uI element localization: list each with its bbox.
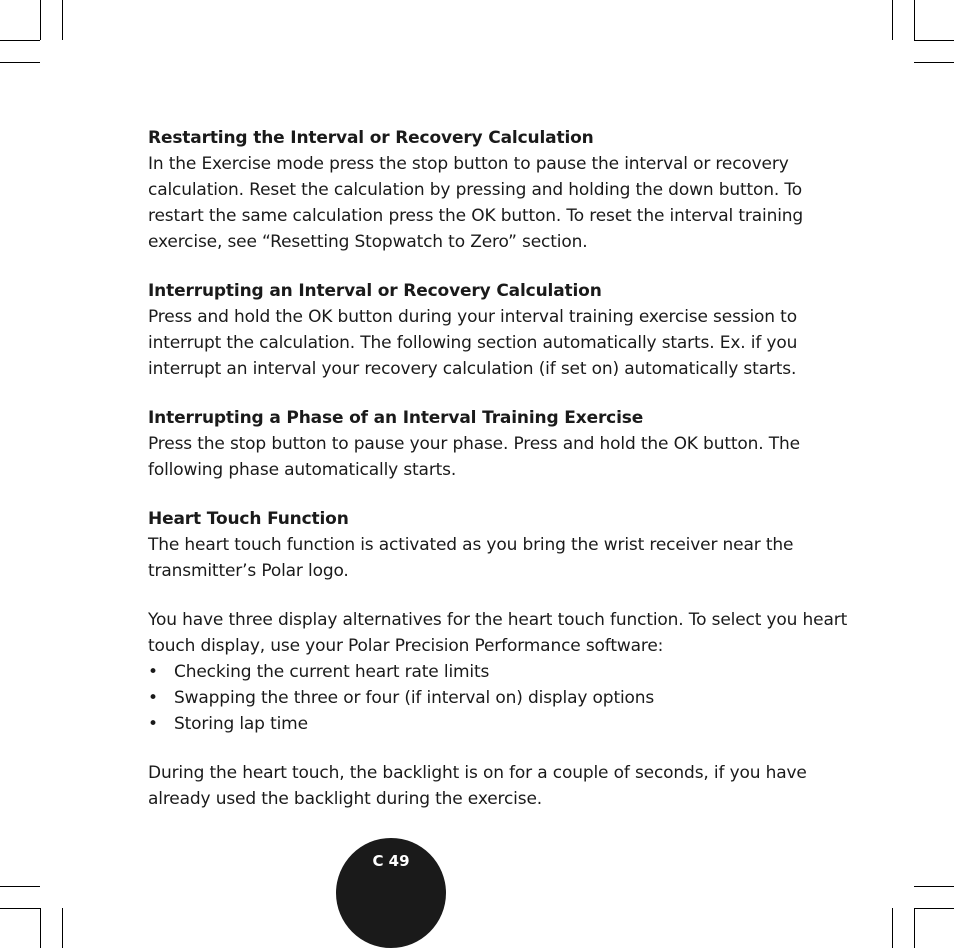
section-body: The heart touch function is activated as you bring the wrist receiver near the transmitter’s Polar logo. <box>148 535 794 581</box>
page-content <box>148 125 848 835</box>
section-interrupting-phase <box>148 405 848 483</box>
crop-mark-bottom-right-vertical <box>892 908 893 948</box>
list-item <box>148 659 848 685</box>
page-number-badge <box>336 838 446 948</box>
crop-mark-bottom-left-horizontal <box>0 886 40 887</box>
crop-mark-top-right-horizontal-inner <box>914 62 954 63</box>
display-alternatives-intro: You have three display alternatives for the heart touch function. To select you heart touch display, use your Polar Precision Performance software: <box>148 610 848 656</box>
section-restarting-calculation <box>148 125 848 255</box>
crop-mark-bottom-left-vertical-inner <box>62 908 63 948</box>
crop-mark-bottom-right-horizontal-inner <box>914 908 954 909</box>
bullet-icon: • <box>148 688 158 708</box>
section-heading: Interrupting a Phase of an Interval Training Exercise <box>148 408 644 428</box>
crop-mark-top-left-horizontal-inner <box>0 62 40 63</box>
bullet-icon: • <box>148 714 158 734</box>
list-item-text: Swapping the three or four (if interval on) display options <box>174 688 655 708</box>
crop-mark-top-right-horizontal <box>914 40 954 41</box>
display-alternatives-list <box>148 659 848 737</box>
crop-mark-top-right-vertical <box>892 0 893 40</box>
section-heading: Restarting the Interval or Recovery Calculation <box>148 128 594 148</box>
section-body: In the Exercise mode press the stop button to pause the interval or recovery calculation. Reset the calculation by pressing and holding the down button. To restart the same calculation press the OK button. To reset the interval training exercise, see “Resetting Stopwatch to Zero” section. <box>148 154 804 252</box>
section-body: Press the stop button to pause your phase. Press and hold the OK button. The following phase automatically starts. <box>148 434 800 480</box>
crop-mark-top-left-vertical <box>40 0 41 40</box>
crop-mark-bottom-left-vertical <box>40 908 41 948</box>
list-item-text: Checking the current heart rate limits <box>174 662 490 682</box>
crop-mark-bottom-left-horizontal-inner <box>0 908 40 909</box>
crop-mark-top-right-vertical-inner <box>914 0 915 40</box>
crop-mark-top-left-vertical-inner <box>62 0 63 40</box>
page-number: C 49 <box>372 852 410 870</box>
section-heading: Interrupting an Interval or Recovery Calculation <box>148 281 602 301</box>
section-heading: Heart Touch Function <box>148 509 349 529</box>
list-item <box>148 711 848 737</box>
section-closing <box>148 760 848 812</box>
crop-mark-top-left-horizontal <box>0 40 40 41</box>
section-body: Press and hold the OK button during your interval training exercise session to interrupt the calculation. The following section automatically starts. Ex. if you interrupt an interval your recovery calculation (if set on) automatically starts. <box>148 307 798 379</box>
section-display-alternatives <box>148 607 848 737</box>
crop-mark-bottom-right-horizontal <box>914 886 954 887</box>
crop-mark-bottom-right-vertical-inner <box>914 908 915 948</box>
section-interrupting-calculation <box>148 278 848 382</box>
section-heart-touch-function <box>148 506 848 584</box>
list-item <box>148 685 848 711</box>
closing-paragraph: During the heart touch, the backlight is on for a couple of seconds, if you have already used the backlight during the exercise. <box>148 763 807 809</box>
list-item-text: Storing lap time <box>174 714 308 734</box>
bullet-icon: • <box>148 662 158 682</box>
